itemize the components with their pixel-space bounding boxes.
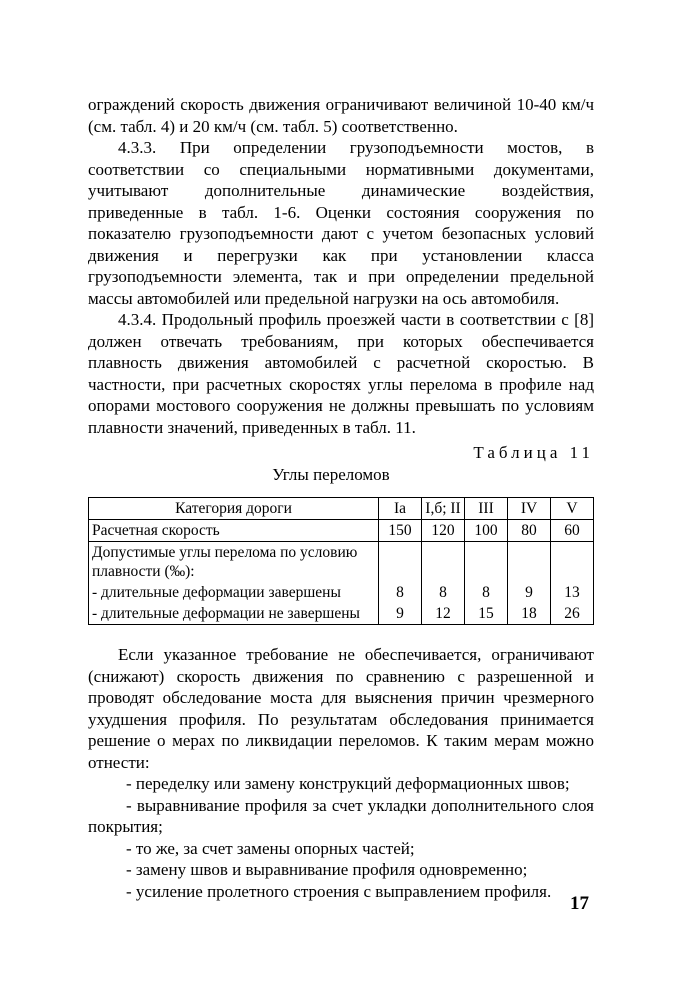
table-caption: Углы переломов [272,465,390,484]
table-cell: 9 [379,603,422,625]
table-cell: 150 [379,520,422,542]
page-body [88,94,594,902]
table-cell [551,542,594,583]
list-item: - переделку или замену конструкций деформационных швов; [126,774,570,793]
table-cell: 8 [422,582,465,603]
table-row-label: - длительные деформации не завершены [89,603,379,625]
table-cell [508,542,551,583]
table-row [89,603,594,625]
table-header-cell: V [551,498,594,520]
list-item: - выравнивание профиля за счет укладки дополнительного слоя покрытия; [88,795,594,836]
paragraph-4-3-3: 4.3.3. При определении грузоподъемности мостов, в соответствии со специальными нормативными документами, учитывают дополнительные динамические воздействия, приведенные в табл. 1-6. Оценки состояния сооружения по показателю грузоподъемности дают с учетом безопасных условий движения и перегрузки как при установлении класса грузоподъемности элемента, так и при определении предельной массы автомобилей или предельной нагрузки на ось автомобиля. [88,138,594,308]
table-cell: 8 [465,582,508,603]
table-cell [465,542,508,583]
angles-table [88,497,594,625]
paragraph-measures: Если указанное требование не обеспечивается, ограничивают (снижают) скорость движения по сравнению с разрешенной и проводят обследование моста для выяснения причин чрезмерного ухудшения профиля. По результатам обследования принимается решение о мерах по ликвидации переломов. К таким мерам можно отнести: [88,645,594,772]
table-header-cell: Ia [379,498,422,520]
table-cell: 12 [422,603,465,625]
table-row [89,582,594,603]
table-cell [422,542,465,583]
table-header-cell: I,б; II [422,498,465,520]
paragraph-continuation: ограждений скорость движения ограничивают величиной 10-40 км/ч (см. табл. 4) и 20 км/ч (см. табл. 5) соответственно. [88,95,594,136]
list-item: - замену швов и выравнивание профиля одновременно; [126,860,528,879]
table-cell: 26 [551,603,594,625]
paragraph-4-3-4: 4.3.4. Продольный профиль проезжей части в соответствии с [8] должен отвечать требованиям, при которых обеспечивается плавность движения автомобилей с расчетной скоростью. В частности, при расчетных скоростях углы перелома в профиле над опорами мостового сооружения не должны превышать по условиям плавности значений, приведенных в табл. 11. [88,310,594,437]
list-item: - усиление пролетного строения с выправлением профиля. [126,881,552,901]
table-header-cell: Категория дороги [89,498,379,520]
table-header-cell: III [465,498,508,520]
table-label: Таблица 11 [473,443,594,462]
list-item: - то же, за счет замены опорных частей; [126,838,415,858]
table-cell: 18 [508,603,551,625]
table-row-label: - длительные деформации завершены [89,582,379,603]
table-cell [379,542,422,583]
table-cell: 60 [551,520,594,542]
table-row-label: Расчетная скорость [89,520,379,542]
table-cell: 9 [508,582,551,603]
table-cell: 15 [465,603,508,625]
table-row [89,520,594,542]
table-row-label: Допустимые углы перелома по условию плавности (‰): [89,542,379,583]
page-number: 17 [570,893,589,914]
table-cell: 120 [422,520,465,542]
table-row [89,542,594,583]
table-cell: 13 [551,582,594,603]
table-header-row [89,498,594,520]
table-header-cell: IV [508,498,551,520]
table-cell: 100 [465,520,508,542]
table-cell: 80 [508,520,551,542]
table-cell: 8 [379,582,422,603]
